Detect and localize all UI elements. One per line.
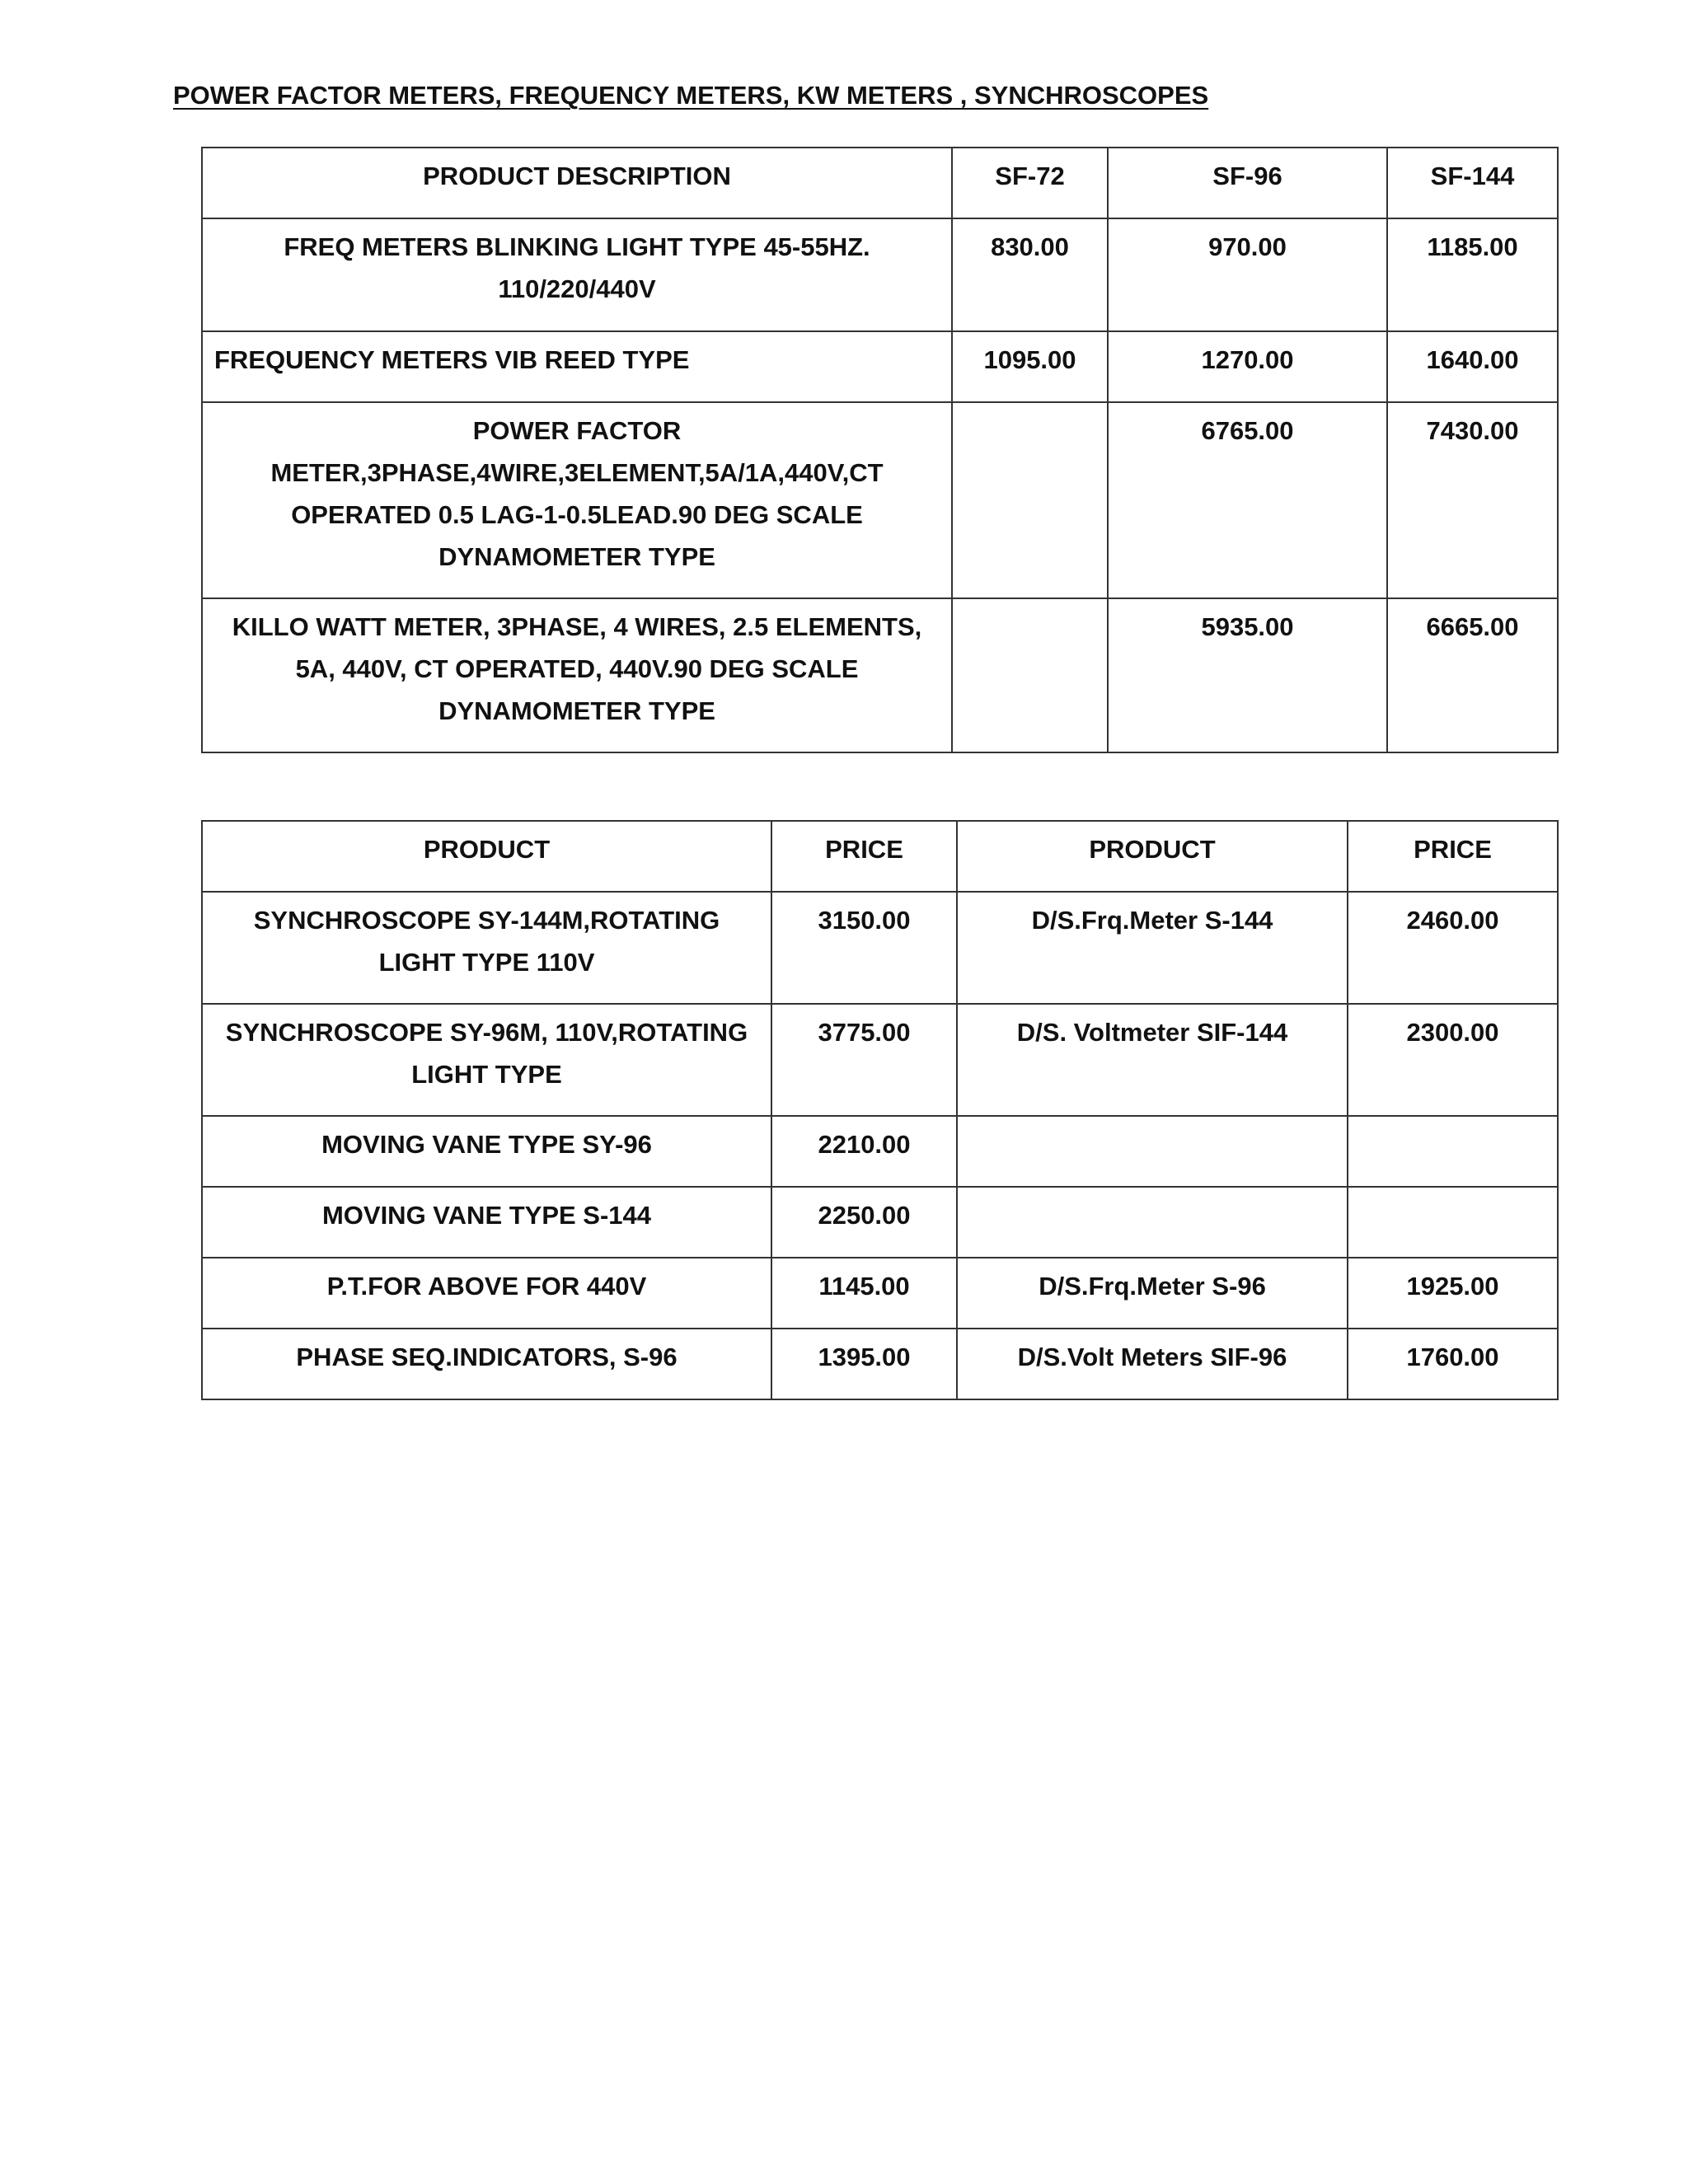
product-price: 2460.00	[1348, 892, 1558, 1004]
table-row	[202, 1004, 1558, 1116]
product-price: 1925.00	[1348, 1258, 1558, 1329]
product-price	[1348, 1116, 1558, 1187]
header-price: PRICE	[1348, 821, 1558, 892]
product-name: PHASE SEQ.INDICATORS, S-96	[202, 1329, 771, 1399]
header-product: PRODUCT	[202, 821, 771, 892]
price-sf-72	[952, 402, 1108, 598]
price-sf-96: 1270.00	[1108, 331, 1387, 402]
product-name: D/S.Frq.Meter S-96	[957, 1258, 1348, 1329]
price-sf-72	[952, 598, 1108, 752]
table-header-row	[202, 148, 1558, 218]
header-price: PRICE	[771, 821, 957, 892]
product-price: 2300.00	[1348, 1004, 1558, 1116]
table-row	[202, 598, 1558, 752]
table-row	[202, 1116, 1558, 1187]
product-price: 3775.00	[771, 1004, 957, 1116]
product-name	[957, 1187, 1348, 1258]
product-name: D/S.Frq.Meter S-144	[957, 892, 1348, 1004]
synchroscope-price-table	[201, 820, 1559, 1400]
product-price: 1760.00	[1348, 1329, 1558, 1399]
price-sf-96: 6765.00	[1108, 402, 1387, 598]
product-name	[957, 1116, 1348, 1187]
product-name: P.T.FOR ABOVE FOR 440V	[202, 1258, 771, 1329]
header-product-description: PRODUCT DESCRIPTION	[202, 148, 952, 218]
table-header-row	[202, 821, 1558, 892]
price-sf-144: 7430.00	[1387, 402, 1558, 598]
table-row	[202, 1329, 1558, 1399]
product-name: D/S.Volt Meters SIF-96	[957, 1329, 1348, 1399]
table-row	[202, 402, 1558, 598]
product-name: D/S. Voltmeter SIF-144	[957, 1004, 1348, 1116]
table-row	[202, 892, 1558, 1004]
price-sf-72: 1095.00	[952, 331, 1108, 402]
header-product: PRODUCT	[957, 821, 1348, 892]
product-name: MOVING VANE TYPE SY-96	[202, 1116, 771, 1187]
header-sf-72: SF-72	[952, 148, 1108, 218]
product-description: FREQUENCY METERS VIB REED TYPE	[202, 331, 952, 402]
price-sf-144: 6665.00	[1387, 598, 1558, 752]
product-description: FREQ METERS BLINKING LIGHT TYPE 45-55HZ. 110/220/440V	[202, 218, 952, 331]
price-sf-96: 970.00	[1108, 218, 1387, 331]
product-description: KILLO WATT METER, 3PHASE, 4 WIRES, 2.5 ELEMENTS, 5A, 440V, CT OPERATED, 440V.90 DEG SCALE DYNAMOMETER TYPE	[202, 598, 952, 752]
product-name: MOVING VANE TYPE S-144	[202, 1187, 771, 1258]
product-price	[1348, 1187, 1558, 1258]
table-row	[202, 331, 1558, 402]
product-price: 2250.00	[771, 1187, 957, 1258]
price-sf-72: 830.00	[952, 218, 1108, 331]
price-sf-144: 1185.00	[1387, 218, 1558, 331]
table-row	[202, 218, 1558, 331]
table-row	[202, 1258, 1558, 1329]
header-sf-96: SF-96	[1108, 148, 1387, 218]
product-price: 1395.00	[771, 1329, 957, 1399]
product-price: 2210.00	[771, 1116, 957, 1187]
product-price: 3150.00	[771, 892, 957, 1004]
price-sf-96: 5935.00	[1108, 598, 1387, 752]
product-name: SYNCHROSCOPE SY-144M,ROTATING LIGHT TYPE 110V	[202, 892, 771, 1004]
page-title: POWER FACTOR METERS, FREQUENCY METERS, KW METERS , SYNCHROSCOPES	[173, 81, 1209, 110]
product-price: 1145.00	[771, 1258, 957, 1329]
price-sf-144: 1640.00	[1387, 331, 1558, 402]
product-description: POWER FACTOR METER,3PHASE,4WIRE,3ELEMENT,5A/1A,440V,CT OPERATED 0.5 LAG-1-0.5LEAD.90 DEG SCALE DYNAMOMETER TYPE	[202, 402, 952, 598]
header-sf-144: SF-144	[1387, 148, 1558, 218]
table-row	[202, 1187, 1558, 1258]
product-name: SYNCHROSCOPE SY-96M, 110V,ROTATING LIGHT TYPE	[202, 1004, 771, 1116]
meters-price-table	[201, 147, 1559, 753]
